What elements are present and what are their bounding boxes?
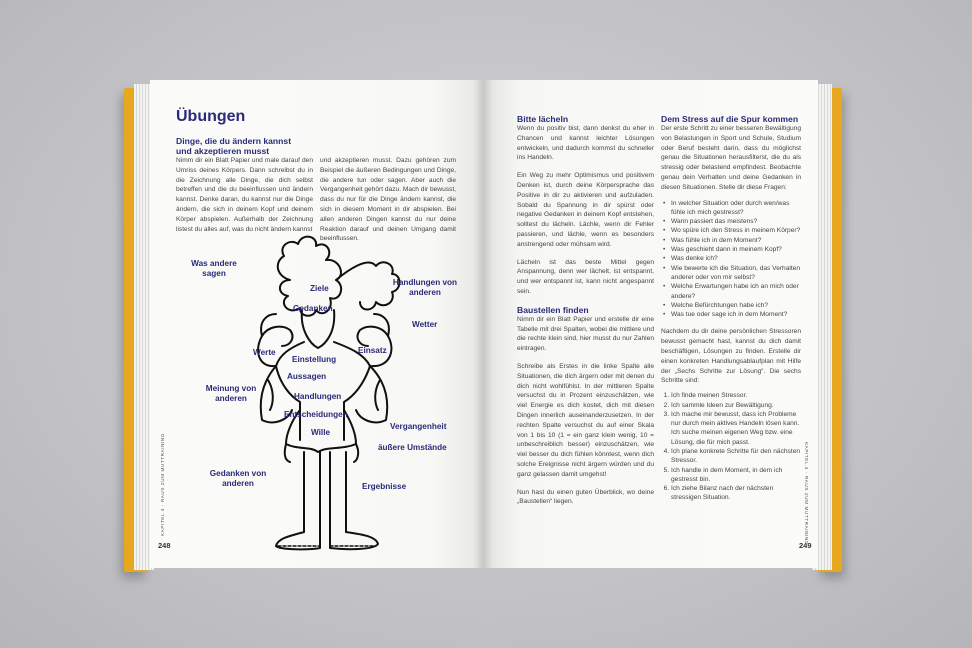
label-wetter: Wetter	[412, 320, 438, 329]
chapter-tag-left: KAPITEL 4 · RAUS ZUM MUTTRAINING	[160, 433, 165, 536]
label-einsatz: Einsatz	[358, 346, 387, 355]
label-wille: Wille	[311, 428, 331, 437]
right-column-text: und akzeptieren musst. Dazu gehören zum Beispiel die äußeren Bedingungen und Dinge, die andere tun oder sagen. Aber auch die Vergangenheit gehört dazu. Mach dir bewusst, dass du nur für die Dinge ändern kannst, die sich in diesem Moment in dir abspielen. Bei allen anderen Dingen kannst du nur deine Reaktion darauf und deinen Umgang damit beeinflussen.	[320, 157, 456, 243]
right-right-column	[661, 114, 801, 503]
step-item: 5. Ich handle in dem Moment, in dem ich gestresst bin.	[671, 466, 801, 485]
question-list	[661, 199, 801, 320]
page-title: Übungen	[176, 108, 246, 125]
question-item: • Wie bewerte ich die Situation, das Verhalten anderer oder von mir selbst?	[671, 264, 801, 283]
question-item: • Was denke ich?	[671, 254, 801, 263]
label-gedanken-von-anderen: Gedanken von anderen	[209, 469, 267, 488]
question-item: • Welche Erwartungen habe ich an mich oder andere?	[671, 282, 801, 301]
label-aussagen: Aussagen	[287, 372, 327, 381]
step-item: 6. Ich ziehe Bilanz nach der nächsten stressigen Situation.	[671, 484, 801, 503]
question-item: • In welcher Situation oder durch wen/was fühle ich mich gestresst?	[671, 199, 801, 218]
book-spine-shadow	[473, 80, 493, 568]
label-handlungen: Handlungen	[294, 392, 342, 401]
heading-stress: Dem Stress auf die Spur kommen	[661, 114, 799, 124]
label-meinung-von-anderen: Meinung von anderen	[205, 384, 257, 403]
para-spalten: Schreibe als Erstes in die linke Spalte alle Situationen, die dich ärgern oder mit denen du dich nicht wohlfühlst. In der mittleren Spalte versuchst du in Prozent einzuschätzen, wie viel Energie es dich kostet, dich mit diesen Dingen innerlich auseinanderzusetzen. In der rechten Spalte versuchst du auf einer Skala von 1 bis 10 (1 = ein ganz klein wenig, 10 = unbeschreiblich besser) einzuschätzen, wie viel besser du dich fühlen könntest, wenn dich solche Ereignisse nicht ärgern würden und du ganz gelassen damit umgehst!	[517, 362, 654, 478]
step-item: 2. Ich sammle Ideen zur Bewältigung.	[671, 401, 801, 410]
step-item: 4. Ich plane konkrete Schritte für den nächsten Stressor.	[671, 447, 801, 466]
label-handlungen-von-anderen: Handlungen von anderen	[392, 278, 458, 297]
page-number-right: 249	[799, 541, 812, 550]
para-blatt: Nimm dir ein Blatt Papier und erstelle dir eine Tabelle mit drei Spalten, wobei die mittlere und die rechte klein sind, hier musst du nur Zahlen eintragen.	[517, 315, 654, 353]
heading-bitte-laecheln: Bitte lächeln	[517, 114, 569, 124]
para-stress-intro: Der erste Schritt zu einer besseren Bewältigung von Belastungen in Sport und Schule, Studium oder Beruf besteht darin, dass du möglichst genau die Situationen herausfilterst, die du als stressig oder belastend empfindest. Beobachte genau dein Verhalten und deine Gedanken in diesen Situationen. Stelle dir diese Fragen:	[661, 125, 801, 191]
para-laecheln: Lächeln ist das beste Mittel gegen Anspannung, denn wer lächelt, ist entspannt, und wer entspannt ist, kann nicht angespannt sein.	[517, 258, 654, 295]
question-item: • Wo spüre ich den Stress in meinem Körper?	[671, 226, 801, 235]
label-einstellung: Einstellung	[292, 355, 337, 364]
open-book	[120, 78, 846, 576]
para-ueberblick: Nun hast du einen guten Überblick, wo deine „Baustellen“ liegen.	[517, 488, 654, 506]
label-ergebnisse: Ergebnisse	[362, 482, 407, 491]
label-entscheidungen: Entscheidungen	[284, 410, 348, 419]
right-page	[483, 80, 818, 568]
question-item: • Was fühle ich in dem Moment?	[671, 236, 801, 245]
page-number-left: 248	[158, 541, 171, 550]
question-item: • Wann passiert das meistens?	[671, 217, 801, 226]
label-ziele: Ziele	[310, 284, 329, 293]
label-aeussere-umstaende: äußere Umstände	[378, 443, 447, 452]
steps-list	[661, 391, 801, 503]
label-vergangenheit: Vergangenheit	[390, 422, 447, 431]
question-item: • Welche Befürchtungen habe ich?	[671, 301, 801, 310]
heading-baustellen: Baustellen finden	[517, 304, 589, 315]
question-item: • Was geschieht dann in meinem Kopf?	[671, 245, 801, 254]
step-item: 1. Ich finde meinen Stressor.	[671, 391, 801, 400]
chapter-tag-right: KAPITEL 4 · RAUS ZUM MUTTRAINING	[804, 442, 809, 545]
label-werte: Werte	[253, 348, 276, 357]
label-gedanken: Gedanken	[293, 304, 333, 313]
para-positiv: Wenn du positiv bist, dann denkst du eher in Chancen und kannst leichter Lösungen entwickeln, und dadurch kommst du schneller ins Handeln.	[517, 125, 654, 162]
left-column-text: Nimm dir ein Blatt Papier und male darauf den Umriss deines Körpers. Dann schreibst du in die Zeichnung alle Dinge, die dich selbst betreffen und die du beeinflussen und ändern kannst. Denke daran, du kannst nur die Dinge ändern, die sich in deinem Kopf und deinem Körper abspielen. Außerhalb der Zeichnung listest du alles auf, was du nicht ändern kannst	[176, 157, 313, 233]
step-item: 3. Ich mache mir bewusst, dass ich Probleme nur durch mein aktives Handeln lösen kann. Ich suche meinen eigenen Weg bzw. eine Lösung, die für mich passt.	[671, 410, 801, 447]
section-heading: Dinge, die du ändern kannst und akzeptieren musst	[176, 136, 292, 156]
left-page	[150, 80, 483, 568]
para-nachdem: Nachdem du dir deine persönlichen Stressoren bewusst gemacht hast, kannst du dich damit beschäftigen, Lösungen zu finden. Erstelle dir einen konkreten Handlungsablaufplan mit Hilfe der „Sechs Schritte zur Lösung“. Die sechs Schritte sind:	[661, 328, 801, 385]
para-optimismus: Ein Weg zu mehr Optimismus und positivem Denken ist, durch deine Körpersprache das Positive in dir zu aktivieren und aufzuladen. Sobald du Spannung in dir spürst oder negative Gedanken in deinem Kopf entstehen, solltest du lächeln. Lächle, wenn dir Fehler passieren, und lächle, wenn es besonders anstrengend oder mühsam wird.	[517, 172, 654, 248]
label-was-andere-sagen: Was andere sagen	[191, 259, 237, 278]
question-item: • Was tue oder sage ich in dem Moment?	[671, 310, 801, 319]
right-left-column	[517, 114, 654, 507]
